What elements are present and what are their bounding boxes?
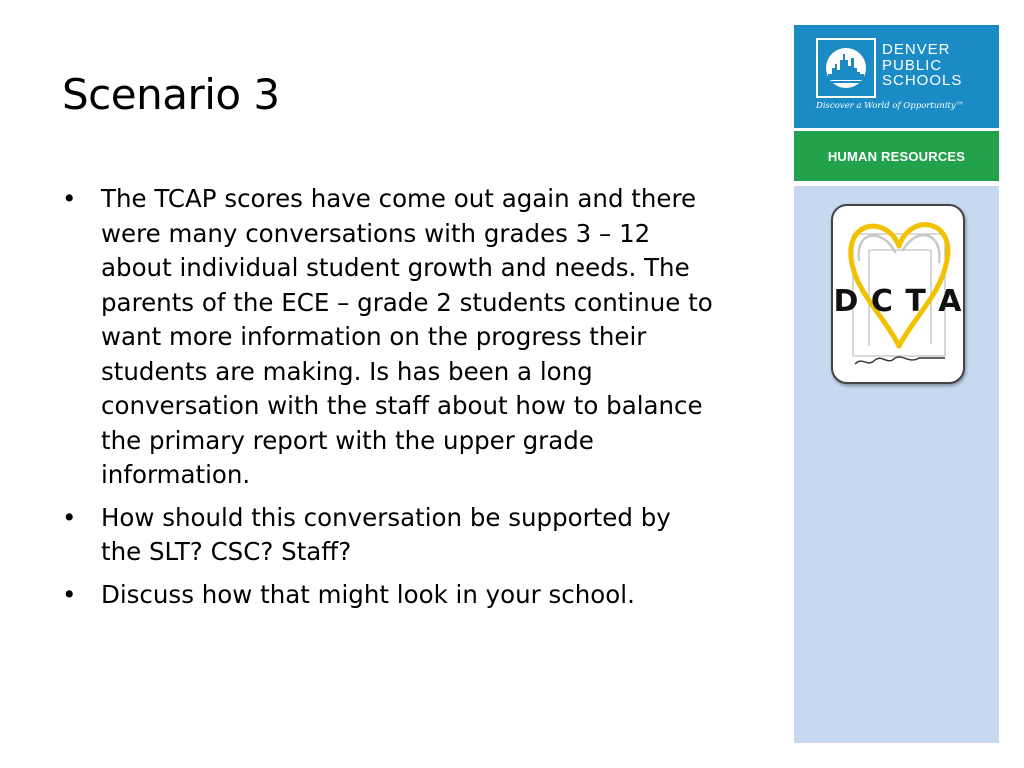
dps-word-public: PUBLIC [882,56,943,74]
bullet-dot: • [62,502,77,532]
bullet-item [62,578,717,613]
bullet-text: Discuss how that might look in your school. [101,579,635,609]
bullet-text: The TCAP scores have come out again and there were many conversations with grades 3 – 12 about individual student growth and needs. The parents of the ECE – grade 2 students continue to want more information on the progress their students are making. Is has been a long conversation with the staff about how to balance the primary report with the upper grade information. [101,184,713,489]
dcta-logo [831,204,965,384]
side-panel [794,186,999,743]
city-skyline-icon [816,38,876,98]
dps-logo-banner [794,25,999,128]
dps-tagline: Discover a World of Opportunity™ [816,101,965,111]
dps-wordmark [882,42,962,89]
dps-word-schools: SCHOOLS [882,72,963,89]
bullet-text: How should this conversation be supported by the SLT? CSC? Staff? [101,502,671,566]
dps-word-denver: DENVER [882,41,951,58]
bullet-list [62,182,717,620]
department-banner [794,131,999,181]
department-label: HUMAN RESOURCES [827,148,966,164]
bullet-item [62,501,717,570]
bullet-dot: • [62,184,77,213]
slide-title: Scenario 3 [62,70,280,119]
bullet-item [62,182,717,493]
dps-logo [816,38,974,112]
bullet-dot: • [62,579,77,609]
dcta-letters: D C T A [833,284,963,319]
